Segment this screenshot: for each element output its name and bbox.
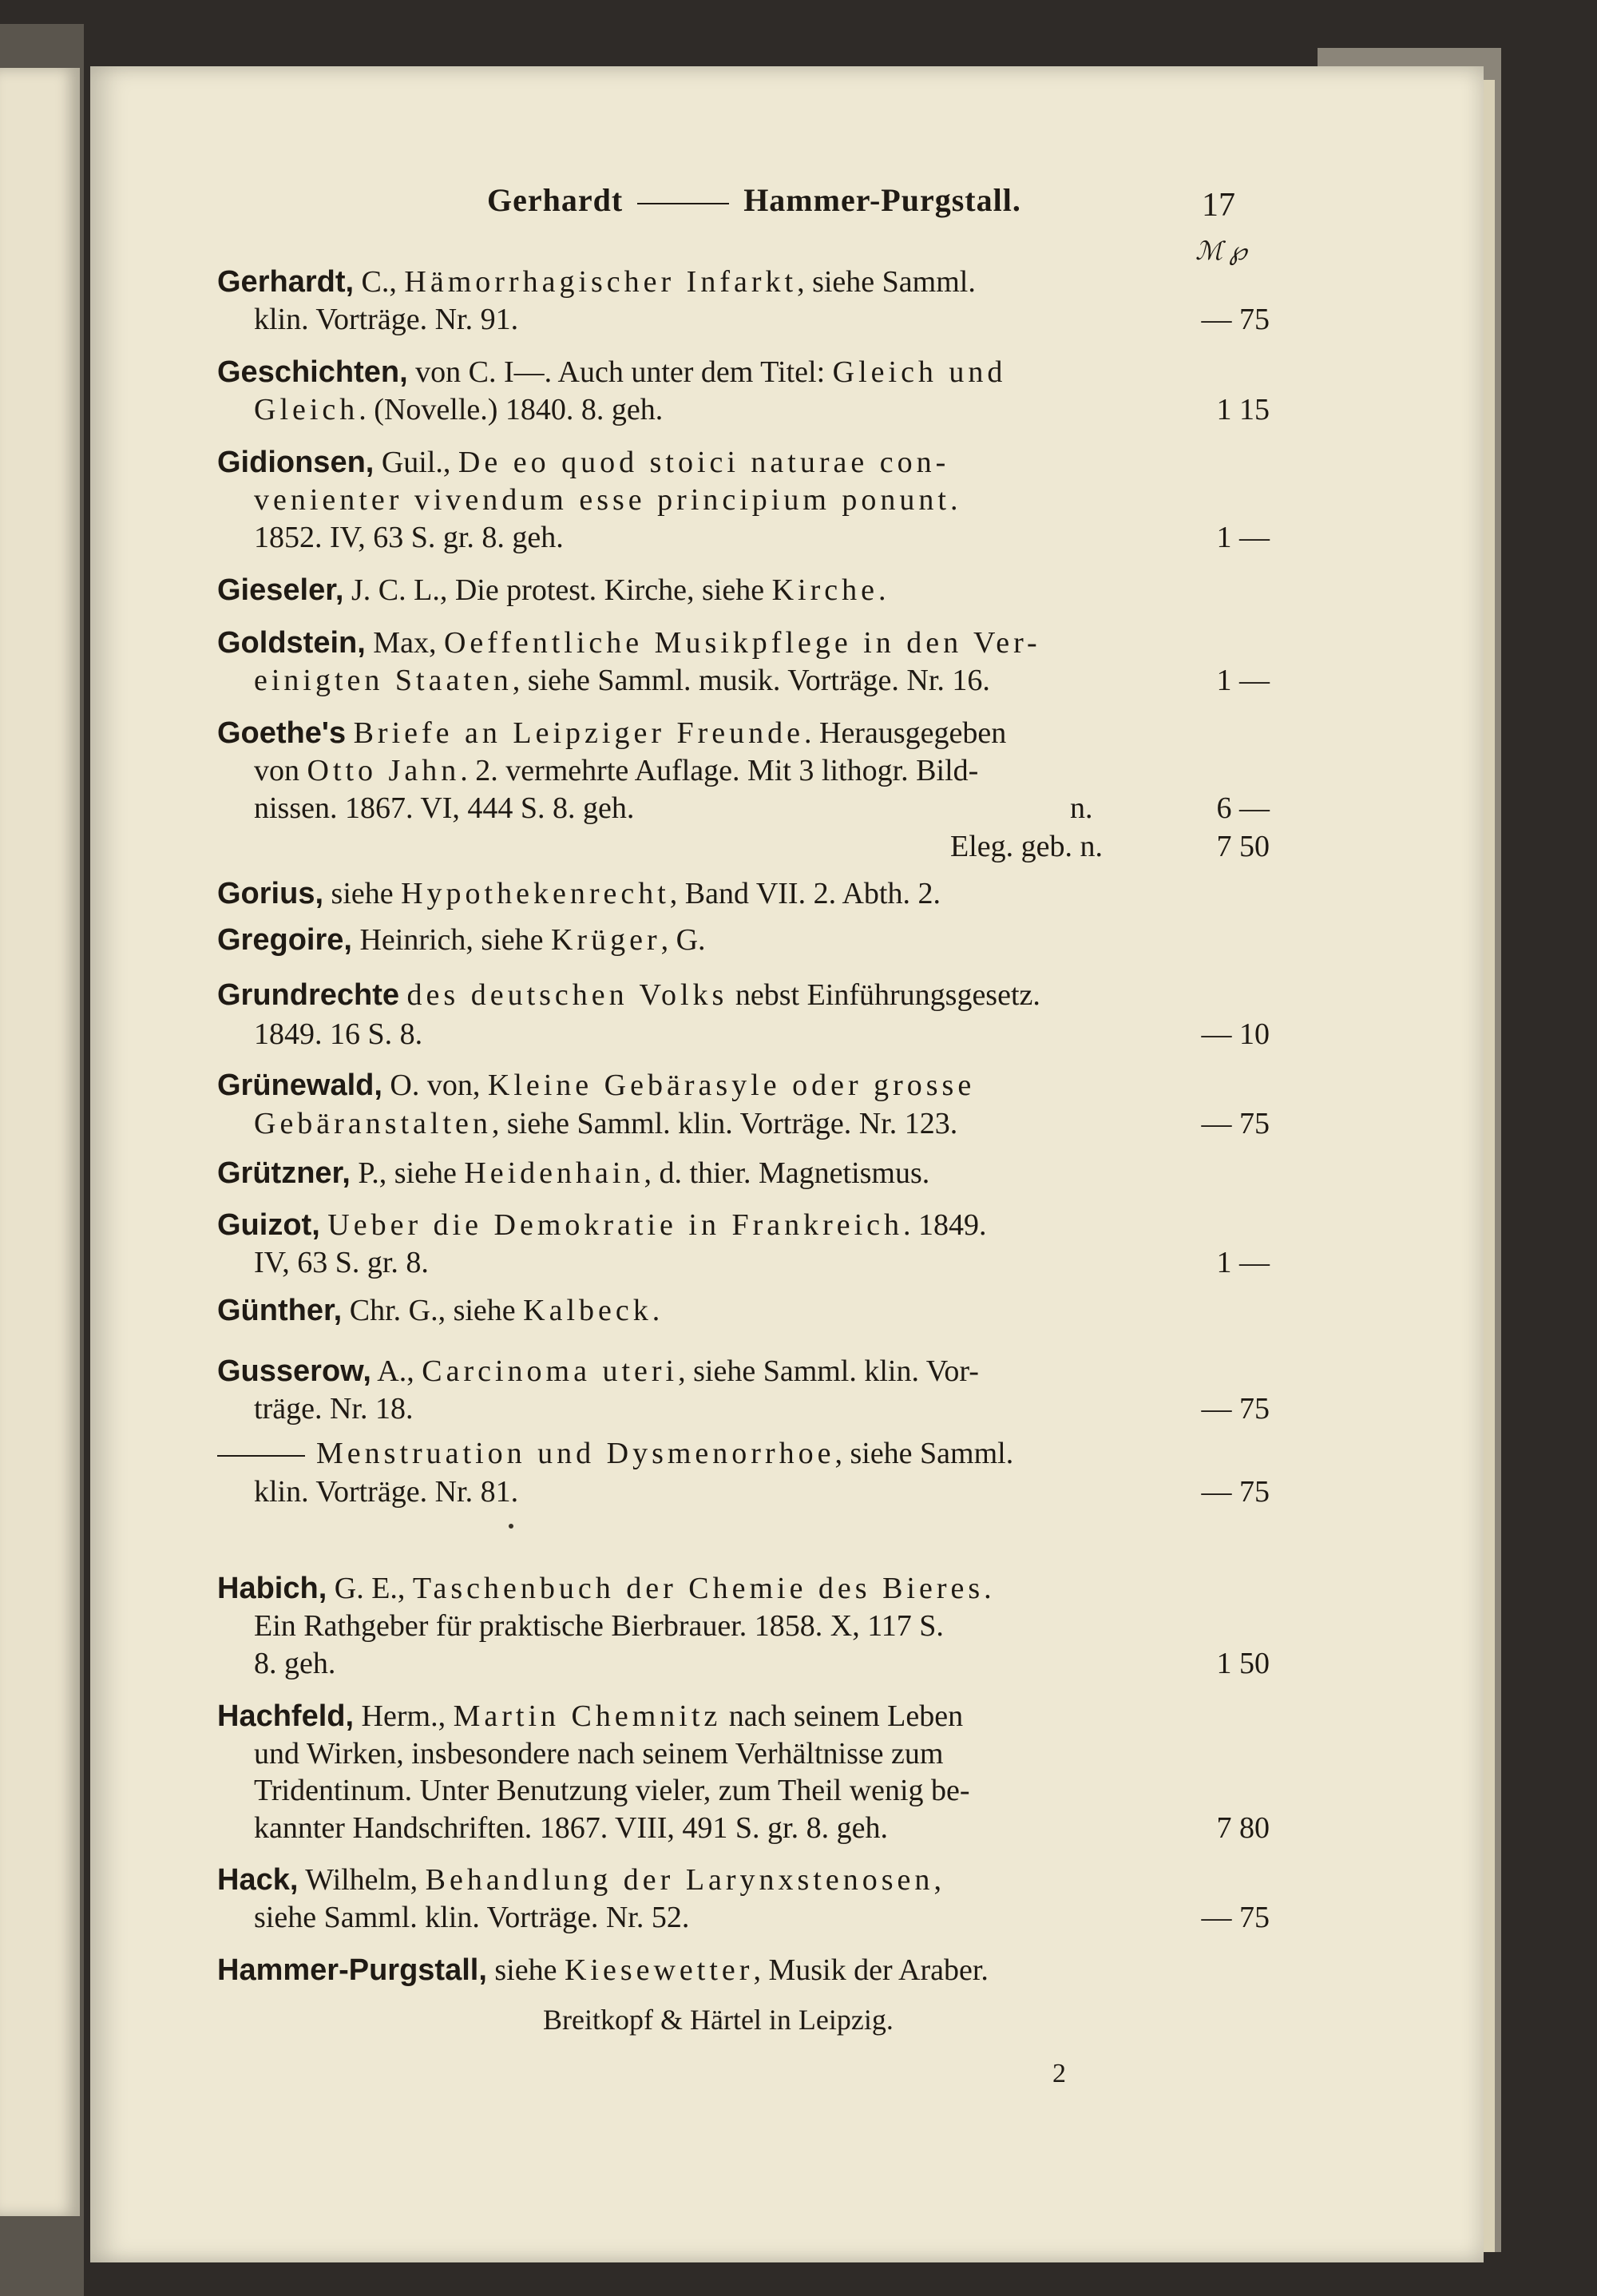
price: 1 15: [1216, 393, 1270, 426]
running-head: Gerhardt Hammer-Purgstall.: [487, 182, 1021, 218]
entry-line: Ein Rathgeber für praktische Bierbrauer. 1858. X, 117 S.: [254, 1609, 944, 1643]
entry-line: Gidionsen, Guil., De eo quod stoici naturae con-: [217, 446, 950, 479]
entry-line-continued: Menstruation und Dysmenorrhoe, siehe Samml.: [217, 1435, 1159, 1472]
left-page-edge: [0, 68, 80, 2216]
price: 6 —: [1216, 791, 1270, 825]
publisher-footer: Breitkopf & Härtel in Leipzig.: [543, 2004, 894, 2036]
entry-line: kannter Handschriften. 1867. VIII, 491 S. gr. 8. geh.: [254, 1811, 888, 1845]
entry-line: träge. Nr. 18.: [254, 1392, 414, 1426]
entry-line: klin. Vorträge. Nr. 81.: [254, 1475, 519, 1509]
price: 1 —: [1216, 521, 1270, 554]
entry-line: von Otto Jahn. 2. vermehrte Auflage. Mit 3 lithogr. Bild-: [254, 754, 979, 787]
entry-line: Gebäranstalten, siehe Samml. klin. Vorträge. Nr. 123.: [254, 1107, 958, 1140]
entry-line: einigten Staaten, siehe Samml. musik. Vorträge. Nr. 16.: [254, 664, 990, 697]
entry-line: siehe Samml. klin. Vorträge. Nr. 52.: [254, 1901, 690, 1934]
entry-line: Goldstein, Max, Oeffentliche Musikpflege in den Ver-: [217, 626, 1041, 660]
entry-line: Gerhardt, C., Hämorrhagischer Infarkt, siehe Samml.: [217, 265, 976, 299]
entry-line: Gleich. (Novelle.) 1840. 8. geh.: [254, 393, 664, 426]
price: — 75: [1201, 1475, 1270, 1509]
price: — 10: [1201, 1017, 1270, 1051]
entry-line: Gusserow, A., Carcinoma uteri, siehe Samml. klin. Vor-: [217, 1354, 979, 1388]
page-number: 17: [1202, 187, 1235, 224]
entry-line: Goethe's Briefe an Leipziger Freunde. Herausgegeben: [217, 716, 1007, 750]
price: 1 —: [1216, 1246, 1270, 1279]
entry-line: Grundrechte des deutschen Volks nebst Einführungsgesetz.: [217, 978, 1040, 1012]
entry-line: Gieseler, J. C. L., Die protest. Kirche, siehe Kirche.: [217, 573, 886, 607]
entry-line: 8. geh.: [254, 1647, 336, 1680]
entry-line: 1849. 16 S. 8.: [254, 1017, 423, 1051]
signature-mark: 2: [1052, 2059, 1066, 2088]
entry-line: 1852. IV, 63 S. gr. 8. geh.: [254, 521, 564, 554]
price: — 75: [1201, 1901, 1270, 1934]
entry-line: Geschichten, von C. I—. Auch unter dem Titel: Gleich und: [217, 355, 1007, 389]
entry-line: Guizot, Ueber die Demokratie in Frankreich. 1849.: [217, 1208, 987, 1242]
entry-line: klin. Vorträge. Nr. 91.: [254, 303, 519, 336]
entry-line: Günther, Chr. G., siehe Kalbeck.: [217, 1294, 660, 1327]
entry-line: IV, 63 S. gr. 8.: [254, 1246, 429, 1279]
entry-line: Gregoire, Heinrich, siehe Krüger, G.: [217, 923, 706, 957]
ink-speck: [509, 1524, 513, 1529]
entry-line: Hammer-Purgstall, siehe Kiesewetter, Musik der Araber.: [217, 1953, 989, 1987]
net-mark: n.: [1070, 791, 1093, 825]
entry-line: Tridentinum. Unter Benutzung vieler, zum Theil wenig be-: [254, 1774, 970, 1807]
price: 7 80: [1216, 1811, 1270, 1845]
binding-note: Eleg. geb. n.: [950, 830, 1104, 863]
entry-line: nissen. 1867. VI, 444 S. 8. geh.: [254, 791, 635, 825]
price: — 75: [1201, 1107, 1270, 1140]
price: 7 50: [1216, 830, 1270, 863]
entry-line: venienter vivendum esse principium ponunt.: [254, 483, 962, 517]
entry-line: Grützner, P., siehe Heidenhain, d. thier. Magnetismus.: [217, 1156, 930, 1190]
entry-line: Grünewald, O. von, Kleine Gebärasyle oder grosse: [217, 1069, 976, 1102]
currency-column-header: ℳ ℘: [1195, 236, 1247, 265]
entry-line: Hack, Wilhelm, Behandlung der Larynxstenosen,: [217, 1863, 941, 1897]
entry-line: und Wirken, insbesondere nach seinem Verhältnisse zum: [254, 1737, 944, 1771]
price: 1 —: [1216, 664, 1270, 697]
price: — 75: [1201, 1392, 1270, 1426]
entry-line: Habich, G. E., Taschenbuch der Chemie des Bieres.: [217, 1572, 992, 1605]
entry-line: Gorius, siehe Hypothekenrecht, Band VII. 2. Abth. 2.: [217, 877, 941, 910]
price: 1 50: [1216, 1647, 1270, 1680]
price: — 75: [1201, 303, 1270, 336]
entry-line: Hachfeld, Herm., Martin Chemnitz nach seinem Leben: [217, 1699, 964, 1733]
